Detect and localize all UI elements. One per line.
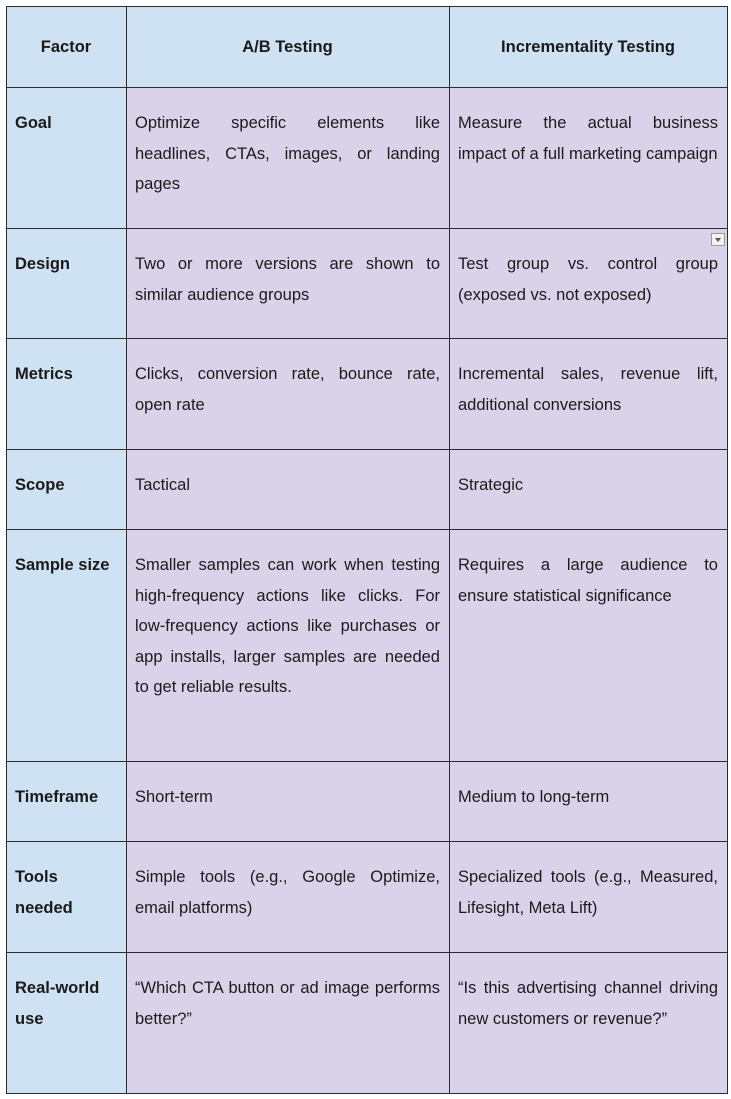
- inc-text: Specialized tools (e.g., Measured, Lifesight, Meta Lift): [458, 868, 718, 917]
- ab-text: Clicks, conversion rate, bounce rate, open rate: [135, 365, 440, 414]
- ab-text: “Which CTA button or ad image performs better?”: [135, 979, 440, 1028]
- inc-cell: [450, 842, 728, 953]
- row-real-world-use: [7, 953, 728, 1094]
- inc-cell: [450, 450, 728, 530]
- ab-text: Tactical: [135, 476, 191, 494]
- ab-cell: [127, 842, 450, 953]
- row-timeframe: [7, 762, 728, 842]
- factor-label: Real-world use: [15, 979, 100, 1028]
- inc-text: Incremental sales, revenue lift, additional conversions: [458, 365, 718, 414]
- factor-label: Metrics: [15, 365, 73, 383]
- ab-cell: [127, 339, 450, 450]
- ab-cell: [127, 762, 450, 842]
- factor-label: Sample size: [15, 556, 110, 574]
- factor-cell: [7, 842, 127, 953]
- cell-dropdown-icon[interactable]: [711, 233, 725, 246]
- header-incrementality-testing: Incrementality Testing: [450, 7, 728, 88]
- factor-cell: [7, 339, 127, 450]
- row-metrics: [7, 339, 728, 450]
- header-row: [7, 7, 728, 88]
- inc-cell: [450, 953, 728, 1094]
- ab-text: Two or more versions are shown to similar audience groups: [135, 255, 440, 304]
- inc-cell: [450, 530, 728, 762]
- factor-cell: [7, 762, 127, 842]
- ab-text: Optimize specific elements like headlines, CTAs, images, or landing pages: [135, 114, 440, 193]
- inc-cell: [450, 88, 728, 229]
- factor-cell: [7, 953, 127, 1094]
- row-scope: [7, 450, 728, 530]
- inc-text: Measure the actual business impact of a full marketing campaign: [458, 114, 718, 163]
- inc-text: Medium to long-term: [458, 788, 610, 806]
- factor-label: Tools needed: [15, 868, 73, 917]
- inc-cell: [450, 229, 728, 339]
- factor-label: Goal: [15, 114, 52, 132]
- row-design: [7, 229, 728, 339]
- factor-label: Timeframe: [15, 788, 99, 806]
- ab-cell: [127, 229, 450, 339]
- ab-text: Smaller samples can work when testing high-frequency actions like clicks. For low-frequency actions like purchases or app installs, larger samples are needed to get reliable results.: [135, 556, 440, 696]
- inc-text: Test group vs. control group (exposed vs. not exposed): [458, 255, 718, 304]
- inc-cell: [450, 762, 728, 842]
- inc-text: Requires a large audience to ensure statistical significance: [458, 556, 718, 605]
- inc-text: “Is this advertising channel driving new customers or revenue?”: [458, 979, 718, 1028]
- ab-text: Short-term: [135, 788, 213, 806]
- ab-text: Simple tools (e.g., Google Optimize, email platforms): [135, 868, 440, 917]
- ab-cell: [127, 953, 450, 1094]
- factor-label: Design: [15, 255, 71, 273]
- factor-cell: [7, 450, 127, 530]
- row-tools-needed: [7, 842, 728, 953]
- ab-cell: [127, 88, 450, 229]
- inc-cell: [450, 339, 728, 450]
- header-ab-testing: A/B Testing: [127, 7, 450, 88]
- header-factor: Factor: [7, 7, 127, 88]
- ab-cell: [127, 450, 450, 530]
- factor-cell: [7, 530, 127, 762]
- factor-cell: [7, 229, 127, 339]
- row-sample-size: [7, 530, 728, 762]
- factor-label: Scope: [15, 476, 65, 494]
- factor-cell: [7, 88, 127, 229]
- row-goal: [7, 88, 728, 229]
- inc-text: Strategic: [458, 476, 524, 494]
- comparison-table: [6, 6, 728, 1094]
- ab-cell: [127, 530, 450, 762]
